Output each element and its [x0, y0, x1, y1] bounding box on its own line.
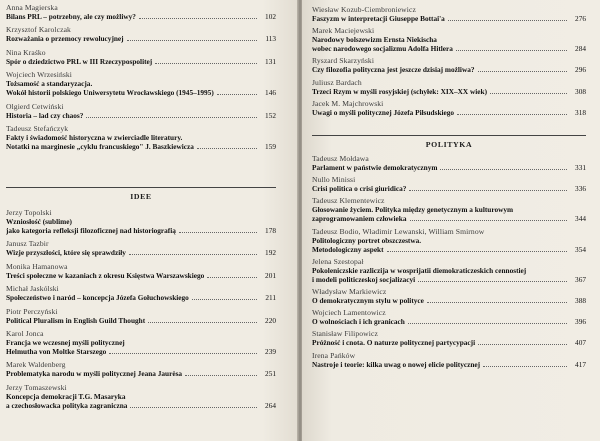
toc-author: Władysław Markiewicz — [312, 287, 387, 296]
toc-page-number: 367 — [575, 274, 586, 284]
toc-author: Janusz Tazbir — [6, 239, 49, 249]
toc-entry — [6, 25, 276, 43]
toc-title: Nastroje i teorie: kilka uwag o nowej elicie politycznej — [312, 359, 481, 369]
toc-page-number: 211 — [265, 293, 276, 303]
dot-leader — [409, 190, 567, 191]
toc-page-number: 318 — [575, 107, 586, 117]
toc-title: Problematyka narodu w myśli politycznej Jeana Jaurèsa — [6, 369, 183, 379]
toc-entry — [312, 196, 586, 223]
toc-title: Społeczeństwo i naród – koncepcja Józefa Gołuchowskiego — [6, 293, 189, 303]
toc-page-number: 178 — [265, 226, 276, 235]
toc-entry — [312, 99, 586, 117]
toc-page-number: 354 — [575, 244, 586, 254]
toc-page-number: 407 — [575, 338, 586, 348]
toc-entry — [312, 56, 586, 74]
dot-leader — [130, 407, 257, 408]
toc-title: i modeli politiczeskoj socjalizacyi — [312, 274, 416, 284]
toc-page-number: 146 — [265, 88, 276, 98]
dot-leader — [410, 220, 567, 221]
toc-page-number: 201 — [265, 270, 276, 280]
toc-title: Narodowy bolszewizm Ernsta Niekischa — [312, 35, 437, 45]
toc-title: Fakty i świadomość historyczna w zwierciadle literatury. — [6, 133, 183, 142]
toc-title: O wolnościach i ich granicach — [312, 317, 405, 327]
toc-title: Crisi politica o crisi giuridica? — [312, 184, 407, 194]
toc-page-number: 296 — [575, 65, 586, 75]
dot-leader — [490, 93, 567, 94]
dot-leader — [127, 40, 257, 41]
toc-entry — [312, 78, 586, 96]
toc-author: Nullo Minissi — [312, 175, 356, 185]
toc-entry — [312, 26, 586, 53]
toc-entry — [312, 175, 586, 193]
left-page — [0, 0, 298, 441]
toc-title: Tożsamość a standaryzacja. — [6, 79, 93, 89]
dot-leader — [148, 322, 257, 323]
toc-author: Jacek M. Majchrowski — [312, 98, 384, 108]
toc-page-number: 239 — [265, 347, 276, 356]
dot-leader — [483, 366, 567, 367]
toc-author: Irena Pańków — [312, 350, 356, 360]
toc-title: Uwagi o myśli politycznej Józefa Piłsudskiego — [312, 107, 455, 117]
toc-entry — [6, 208, 276, 235]
toc-title: Wokół historii polskiego Uniwersytetu Wrocławskiego (1945–1995) — [6, 88, 214, 98]
toc-entry — [6, 360, 276, 378]
toc-title: Francja we wczesnej myśli politycznej — [6, 338, 125, 347]
dot-leader — [207, 277, 257, 278]
toc-entry — [312, 351, 586, 369]
toc-title: Próżność i cnota. O naturze politycznej partycypacji — [312, 338, 476, 348]
toc-entry — [6, 329, 276, 356]
toc-author: Wiesław Kozub-Ciembroniewicz — [312, 5, 416, 14]
dot-leader — [427, 302, 567, 303]
toc-title: Historia – lad czy chaos? — [6, 110, 84, 120]
toc-title: Notatki na marginesie „cyklu francuskiego" J. Baszkiewicza — [6, 142, 194, 151]
toc-page-number: 308 — [575, 86, 586, 96]
toc-title: Helmutha von Moltke Starszego — [6, 347, 107, 356]
dot-leader — [139, 18, 257, 19]
toc-author: Krzysztof Karolczak — [6, 25, 71, 35]
toc-entry — [6, 284, 276, 302]
toc-entry — [6, 262, 276, 280]
toc-title: Politologiczny portret obszczestwa. — [312, 235, 422, 245]
toc-page-number: 102 — [265, 12, 276, 21]
toc-title: Wzniosłość (sublime) — [6, 217, 72, 226]
dot-leader — [456, 50, 567, 51]
toc-page-number: 388 — [575, 296, 586, 305]
toc-author: Stanisław Filipowicz — [312, 329, 378, 339]
toc-page-number: 192 — [265, 248, 276, 258]
toc-page-number: 331 — [575, 163, 586, 172]
toc-author: Jelena Szestopał — [312, 256, 364, 266]
toc-title: Rozważania o przemocy rewolucyjnej — [6, 34, 124, 44]
toc-page-number: 159 — [265, 142, 276, 151]
dot-leader — [129, 254, 257, 255]
dot-leader — [478, 344, 567, 345]
toc-title: Wizje przyszłości, które się sprawdziły — [6, 248, 126, 258]
toc-title: Czy filozofia polityczna jest jeszcze dzisiaj możliwa? — [312, 65, 475, 75]
dot-leader — [197, 148, 257, 149]
toc-author: Marek Waldenberg — [6, 360, 66, 370]
toc-page-number: 113 — [265, 34, 276, 44]
toc-author: Tadeusz Mołdawa — [312, 154, 369, 163]
section-rule — [312, 135, 586, 136]
toc-entry — [6, 3, 276, 21]
dot-leader — [408, 323, 567, 324]
toc-page-number: 276 — [575, 14, 586, 23]
toc-author: Wojciech Lamentowicz — [312, 308, 386, 318]
toc-page-number: 417 — [575, 359, 586, 369]
toc-entry — [6, 307, 276, 325]
toc-page-number: 396 — [575, 317, 586, 327]
dot-leader — [217, 94, 257, 95]
toc-title: Trzeci Rzym w myśli rosyjskiej (schyłek: XIX–XX wiek) — [312, 86, 488, 96]
toc-author: Nina Kraśko — [6, 47, 46, 57]
toc-title: zaprogramowaniem człowieka — [312, 214, 407, 224]
toc-author: Juliusz Bardach — [312, 77, 362, 87]
dot-leader — [418, 281, 567, 282]
dot-leader — [179, 232, 257, 233]
toc-title: Spór o dziedzictwo PRL w III Rzeczypospolitej — [6, 56, 153, 66]
toc-page-number: 251 — [265, 369, 276, 379]
dot-leader — [440, 169, 567, 170]
toc-author: Wojciech Wrzesiński — [6, 70, 73, 80]
toc-title: Koncepcja demokracji T.G. Masaryka — [6, 391, 126, 401]
dot-leader — [155, 63, 257, 64]
toc-author: Olgierd Cetwiński — [6, 101, 64, 111]
toc-title: Metodologiczny aspekt — [312, 244, 384, 254]
dot-leader — [457, 114, 567, 115]
toc-page-number: 344 — [575, 214, 586, 224]
toc-entry — [312, 287, 586, 305]
toc-author: Tadeusz Bodio, Władimir Lewanski, William Smirnow — [312, 226, 485, 236]
toc-entry — [312, 5, 586, 23]
toc-page-number: 264 — [265, 400, 276, 410]
toc-author: Karol Jonca — [6, 329, 44, 338]
section-rule — [6, 187, 276, 188]
dot-leader — [109, 353, 257, 354]
toc-author: Tadeusz Stefańczyk — [6, 124, 69, 133]
toc-page-number: 336 — [575, 184, 586, 194]
toc-author: Monika Hamanowa — [6, 261, 68, 271]
toc-title: Pokoleniczskie razliczija w wosprijatii diemokraticzeskich cennostiej — [312, 265, 527, 275]
dot-leader — [448, 20, 567, 21]
toc-title: a czechosłowacka polityka zagraniczna — [6, 400, 128, 410]
toc-entry — [312, 308, 586, 326]
toc-title: jako kategoria refleksji filozoficznej nad historiografią — [6, 226, 176, 235]
toc-page-number: 131 — [265, 56, 276, 66]
toc-entry — [6, 48, 276, 66]
toc-title: Parlament w państwie demokratycznym — [312, 163, 438, 172]
toc-page-number: 220 — [265, 315, 276, 325]
toc-author: Michał Jaskólski — [6, 284, 59, 294]
toc-entry — [312, 227, 586, 254]
toc-author: Piotr Perczyński — [6, 306, 58, 316]
dot-leader — [185, 375, 257, 376]
dot-leader — [387, 251, 567, 252]
toc-entry — [312, 154, 586, 172]
toc-page-number: 152 — [265, 110, 276, 120]
toc-entry — [6, 239, 276, 257]
toc-author: Ryszard Skarzyński — [312, 56, 375, 66]
toc-page-number: 284 — [575, 44, 586, 54]
toc-author: Anna Magierska — [6, 3, 58, 12]
toc-title: Faszyzm w interpretacji Giuseppe Bottai'a — [312, 14, 445, 23]
dot-leader — [478, 71, 567, 72]
toc-author: Jerzy Tomaszewski — [6, 382, 67, 392]
dot-leader — [192, 299, 257, 300]
toc-entry — [312, 257, 586, 284]
right-page — [302, 0, 600, 441]
toc-title: Głosowanie życiem. Polityka między genetycznym a kulturowym — [312, 205, 514, 215]
toc-entry — [6, 102, 276, 120]
toc-entry — [6, 383, 276, 410]
toc-author: Tadeusz Klementewicz — [312, 196, 385, 206]
section-heading: IDEE — [130, 192, 152, 201]
toc-title: Bilans PRL – potrzebny, ale czy możliwy? — [6, 12, 136, 21]
toc-entry — [312, 329, 586, 347]
toc-title: Treści społeczne w kazaniach z okresu Księstwa Warszawskiego — [6, 270, 205, 280]
dot-leader — [86, 117, 257, 118]
toc-entry — [6, 70, 276, 97]
toc-title: Political Pluralism in English Guild Thought — [6, 315, 146, 325]
toc-title: O demokratycznym stylu w polityce — [312, 296, 424, 305]
toc-author: Marek Maciejewski — [312, 26, 375, 36]
toc-entry — [6, 124, 276, 151]
section-heading: POLITYKA — [425, 140, 473, 149]
toc-author: Jerzy Topolski — [6, 208, 52, 217]
toc-title: wobec narodowego socjalizmu Adolfa Hitlera — [312, 44, 453, 54]
